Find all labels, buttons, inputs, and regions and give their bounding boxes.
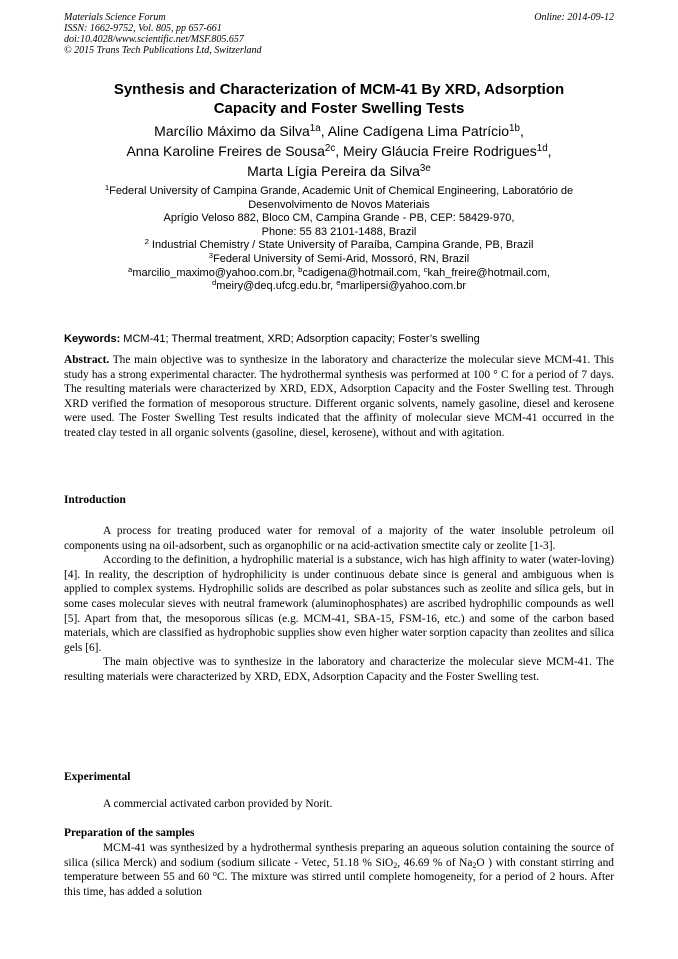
affiliation-2 xyxy=(0,239,678,253)
email-sup: c xyxy=(423,264,428,274)
title-line-1: Synthesis and Characterization of MCM-41 By XRD, Adsorption xyxy=(113,81,565,98)
experimental-body xyxy=(64,797,614,812)
affil-sup: 3 xyxy=(208,251,214,261)
copyright-line: © 2015 Trans Tech Publications Ltd, Switzerland xyxy=(64,45,262,56)
affiliations xyxy=(0,185,678,294)
author-affil-sup: 1d xyxy=(536,143,548,155)
keywords-label: Keywords: xyxy=(64,333,121,345)
affil-text: Industrial Chemistry / State University of Paraíba, Campina Grande, PB, Brazil xyxy=(148,239,534,252)
affil-text: Federal University of Semi-Arid, Mossoró, RN, Brazil xyxy=(213,252,470,265)
email-sup: a xyxy=(128,264,133,274)
prep-superscript: o xyxy=(212,869,217,879)
author-name: Meiry Gláucia Freire Rodrigues xyxy=(343,143,537,159)
email-link[interactable]: kah_freire@hotmail.com, xyxy=(427,266,550,279)
experimental-paragraph: A commercial activated carbon provided by Norit. xyxy=(103,798,333,810)
experimental-heading: Experimental xyxy=(64,771,131,783)
keywords xyxy=(64,332,614,346)
affiliation-1-phone: Phone: 55 83 2101-1488, Brazil xyxy=(261,225,417,238)
intro-paragraph-1: A process for treating produced water for removal of a majority of the water insoluble petroleum oil components using na oil-adsorbent, such as organophilic or na acid-activation smectite caly or zeolite [1-3]. xyxy=(64,525,614,552)
author-line-3 xyxy=(0,161,678,181)
title-line-2: Capacity and Foster Swelling Tests xyxy=(213,100,465,117)
author-line-2: Anna Karoline Freires de Sousa$^{2c}$, Meiry Gláucia Freire Rodrigues$^{1d}$, xyxy=(126,143,552,159)
preparation-body xyxy=(64,841,614,899)
affiliation-1 xyxy=(0,185,678,199)
prep-text: C. The mixture was stirred until complete homogeneity, for a period of 2 hours. After this time, has added a solution xyxy=(64,871,614,898)
email-sup: b xyxy=(298,264,303,274)
abstract xyxy=(64,353,614,441)
keywords-text: MCM-41; Thermal treatment, XRD; Adsorption capacity; Foster’s swelling xyxy=(120,333,480,345)
author-affil-sup: 1b xyxy=(509,123,520,135)
email-sup: e xyxy=(336,278,341,288)
preparation-paragraph xyxy=(64,841,614,899)
intro-paragraph-2: According to the definition, a hydrophilic material is a substance, wich has high affinity to water (water-loving) [4]. In reality, the description of hydrophilicity is under continuous debate since is general and ambiguous when is applied to complex systems. Hydrophilic solids are described as polar substances such as zeolite and sílica gels, but in some cases molecular sieves with neutral framework (aluminophosphates) are ascribed hydrophilic compounds as well [5]. Apart from that, the mesoporous sílicas (e.g. MCM-41, SBA-15, FSM-16, etc.) and some of the carbon based materials, which are classified as hydrophobic supplies show even higher water sorption capacity than zeolites and sílica gels [6]. xyxy=(64,554,614,654)
email-link[interactable]: meiry@deq.ufcg.edu.br, xyxy=(216,280,337,293)
email-link[interactable]: marlipersi@yahoo.com.br xyxy=(340,280,467,293)
prep-text: , 46.69 % of Na xyxy=(397,856,473,869)
author-affil-sup: 3e xyxy=(419,163,431,175)
affiliation-1-address: Aprígio Veloso 882, Bloco CM, Campina Grande - PB, CEP: 58429-970, xyxy=(163,212,515,225)
introduction-body xyxy=(64,524,614,685)
author-name: Anna Karoline Freires de Sousa xyxy=(126,143,325,159)
affil-sup: 2 xyxy=(144,237,149,247)
email-link[interactable]: marcilio_maximo@yahoo.com.br, xyxy=(132,266,299,279)
issn-line: ISSN: 1662-9752, Vol. 805, pp 657-661 xyxy=(64,23,222,34)
prep-subscript: 2 xyxy=(393,860,398,870)
introduction-heading: Introduction xyxy=(64,494,126,506)
preparation-heading: Preparation of the samples xyxy=(64,827,195,839)
journal-name: Materials Science Forum xyxy=(64,12,166,23)
email-link[interactable]: cadigena@hotmail.com, xyxy=(302,266,424,279)
abstract-text: The main objective was to synthesize in the laboratory and characterize the molecular sieve MCM-41. This study has a strong experimental character. The hydrothermal synthesis was performed at 100 ° C for a period of 7 days. The resulting materials were characterized by XRD, EDX, Adsorption Capacity and the Foster Swelling test. Through XRD verified the formation of mesoporous structure. Different organic solvents, namely gasoline, diesel and kerosene were used. The Foster Swelling Test results indicated that the affinity of molecular sieve MCM-41 occurred in the treated clay tested in all organic solvents (gasoline, diesel, kerosene), without and with agitation. xyxy=(64,354,614,439)
affiliation-1-cont: Desenvolvimento de Novos Materiais xyxy=(248,198,430,211)
abstract-label: Abstract. xyxy=(64,354,110,366)
author-name: Aline Cadígena Lima Patrício xyxy=(327,123,510,139)
email-line-2 xyxy=(0,280,678,294)
journal-header xyxy=(64,12,262,56)
author-affil-sup: 2c xyxy=(324,143,336,155)
author-line-1: Marcílio Máximo da Silva$^{1a}$, Aline Cadígena Lima Patrício$^{1b}$, xyxy=(154,123,524,139)
doi-line[interactable]: doi:10.4028/www.scientific.net/MSF.805.657 xyxy=(64,34,244,45)
online-date: Online: 2014-09-12 xyxy=(534,12,614,23)
affil-text: Federal University of Campina Grande, Academic Unit of Chemical Engineering, Laboratório de xyxy=(109,185,574,197)
affiliation-3 xyxy=(0,253,678,267)
intro-paragraph-3: The main objective was to synthesize in the laboratory and characterize the molecular sieve MCM-41. The resulting materials were characterized by XRD, EDX, Adsorption Capacity and the Foster Swelling test. xyxy=(64,656,614,683)
author-affil-sup: 1a xyxy=(309,123,321,135)
affil-sup: 1 xyxy=(104,183,110,193)
prep-text: O ) with constant stirring and temperature between 55 and 60 xyxy=(64,856,614,884)
author-list xyxy=(0,121,678,181)
prep-text: MCM-41 was synthesized by a hydrothermal synthesis preparing an aqueous solution containing the source of silica (silica Merck) and sodium (sodium silicate - Vetec, 51.18 % SiO xyxy=(64,842,614,869)
paper-title xyxy=(0,80,678,118)
prep-subscript: 2 xyxy=(472,860,477,870)
email-sup: d xyxy=(211,278,217,288)
author-name: Marta Lígia Pereira da Silva xyxy=(247,163,420,179)
author-name: Marcílio Máximo da Silva xyxy=(154,123,310,139)
